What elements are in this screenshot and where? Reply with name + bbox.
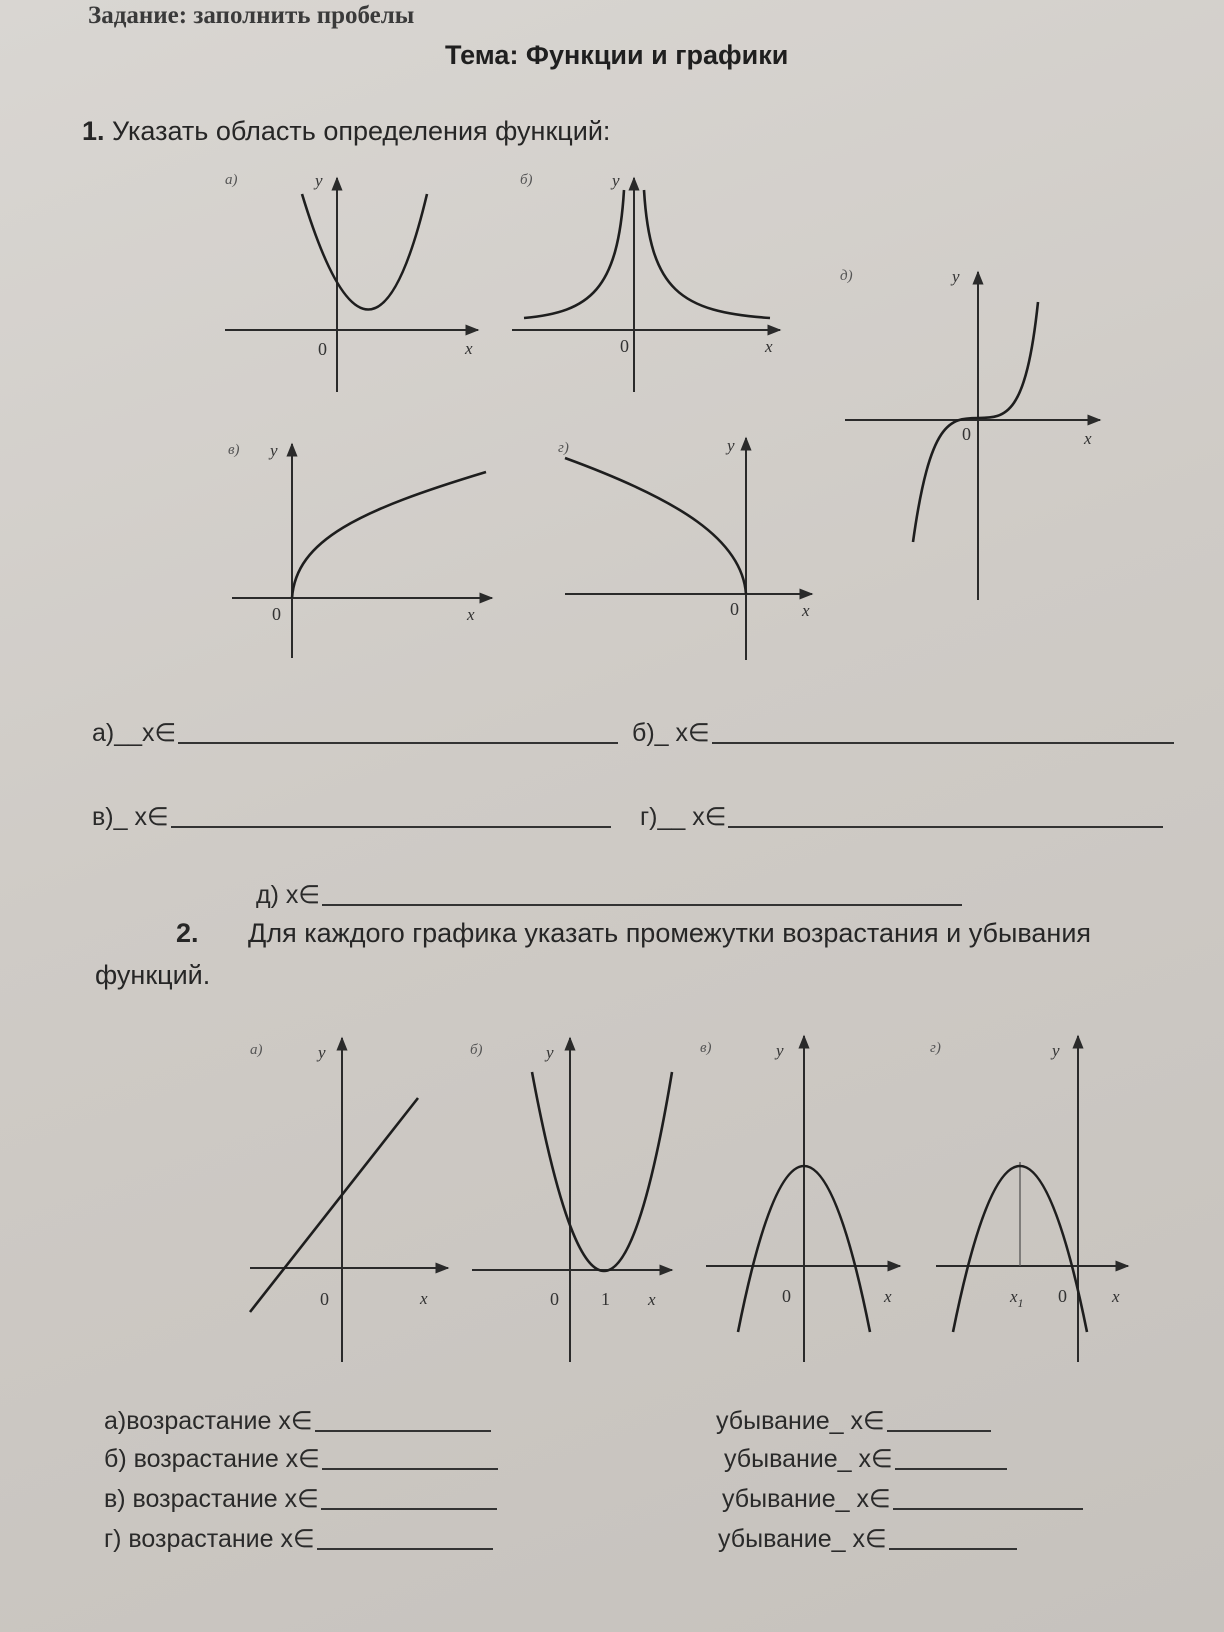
q2-number: 2. — [176, 918, 199, 948]
q1-text: Указать область определения функций: — [112, 116, 611, 146]
origin-label: 0 — [620, 336, 629, 356]
q2-row-a-decrease — [716, 1406, 991, 1436]
origin-label: 0 — [1058, 1286, 1067, 1306]
axis-x-label: x — [1084, 429, 1092, 448]
origin-label: 0 — [730, 599, 739, 619]
increase-label-g: г) возрастание x∈ — [104, 1525, 315, 1553]
tick-label-1: 1 — [601, 1289, 610, 1309]
tick-label-x1: $x_1$ — [1010, 1287, 1024, 1310]
origin-label: 0 — [318, 339, 327, 359]
graph-label: г) — [558, 440, 569, 456]
q2-graph-g — [930, 1036, 1128, 1362]
axis-y-label: y — [1052, 1041, 1060, 1060]
decrease-blank-g[interactable] — [889, 1547, 1017, 1550]
axis-x-label: x — [1112, 1287, 1120, 1306]
axis-y-label: y — [727, 436, 735, 455]
q2-graph-b — [470, 1038, 672, 1362]
linear-line — [250, 1098, 418, 1312]
graph-label: в) — [228, 442, 240, 458]
axis-y-label: y — [952, 267, 960, 286]
q2-row-g-decrease — [718, 1524, 1017, 1554]
increase-label-b: б) возрастание x∈ — [104, 1445, 320, 1473]
graph-label: в) — [700, 1040, 712, 1056]
task-heading: Задание: заполнить пробелы — [88, 2, 415, 29]
increase-blank-v[interactable] — [321, 1507, 497, 1510]
increase-label-v: в) возрастание x∈ — [104, 1485, 319, 1513]
decrease-blank-v[interactable] — [893, 1507, 1083, 1510]
axis-y-label: y — [776, 1041, 784, 1060]
axis-x-label: x — [465, 339, 473, 358]
graph-label: а) — [250, 1042, 263, 1058]
decrease-label-v: убывание_ x∈ — [722, 1485, 891, 1513]
decrease-label-a: убывание_ x∈ — [716, 1407, 885, 1435]
answer-label-b: б)_ x∈ — [632, 719, 710, 747]
axis-x-label: x — [884, 1287, 892, 1306]
q2-row-g-increase — [104, 1524, 493, 1554]
decrease-label-g: убывание_ x∈ — [718, 1525, 887, 1553]
origin-label: 0 — [782, 1286, 791, 1306]
graph-label: б) — [520, 172, 533, 188]
axis-y-label: y — [546, 1043, 554, 1062]
decrease-blank-b[interactable] — [895, 1467, 1007, 1470]
answer-label-d: д) x∈ — [256, 881, 321, 909]
q2-row-b-decrease — [724, 1444, 1007, 1474]
axis-y-label: y — [315, 171, 323, 190]
origin-label: 0 — [320, 1289, 329, 1309]
topic-heading: Тема: Функции и графики — [445, 40, 789, 70]
q2-graph-v — [700, 1036, 900, 1362]
q2-row-v-increase — [104, 1484, 497, 1514]
q1-number: 1. — [82, 116, 105, 146]
origin-label: 0 — [962, 424, 971, 444]
axis-y-label: y — [612, 171, 620, 190]
q2-row-b-increase — [104, 1444, 498, 1474]
decrease-label-b: убывание_ x∈ — [724, 1445, 893, 1473]
increase-blank-b[interactable] — [322, 1467, 498, 1470]
decrease-blank-a[interactable] — [887, 1429, 991, 1432]
increase-blank-g[interactable] — [317, 1547, 493, 1550]
q2-text-continued: функций. — [95, 960, 211, 990]
axis-x-label: x — [802, 601, 810, 620]
answer-label-a: а)__x∈ — [92, 719, 177, 747]
origin-label: 0 — [272, 604, 281, 624]
increase-label-a: а)возрастание x∈ — [104, 1407, 313, 1435]
q2-row-a-increase — [104, 1406, 491, 1436]
origin-label: 0 — [550, 1289, 559, 1309]
graph-label: г) — [930, 1040, 941, 1056]
q2-row-v-decrease — [722, 1484, 1083, 1514]
axis-y-label: y — [270, 441, 278, 460]
parabola-curve — [532, 1072, 672, 1271]
answer-label-g: г)__ x∈ — [640, 803, 727, 831]
axis-x-label: x — [648, 1290, 656, 1309]
axis-x-label: x — [420, 1289, 428, 1308]
graph-label: а) — [225, 172, 238, 188]
q2-graph-a — [250, 1038, 448, 1362]
q2-text: Для каждого графика указать промежутки возрастания и убывания — [248, 918, 1092, 948]
graph-label: б) — [470, 1042, 483, 1058]
increase-blank-a[interactable] — [315, 1429, 491, 1432]
answer-label-v: в)_ x∈ — [92, 803, 169, 831]
axis-x-label: x — [467, 605, 475, 624]
axis-x-label: x — [765, 337, 773, 356]
graph-label: д) — [840, 268, 853, 284]
axis-y-label: y — [318, 1043, 326, 1062]
